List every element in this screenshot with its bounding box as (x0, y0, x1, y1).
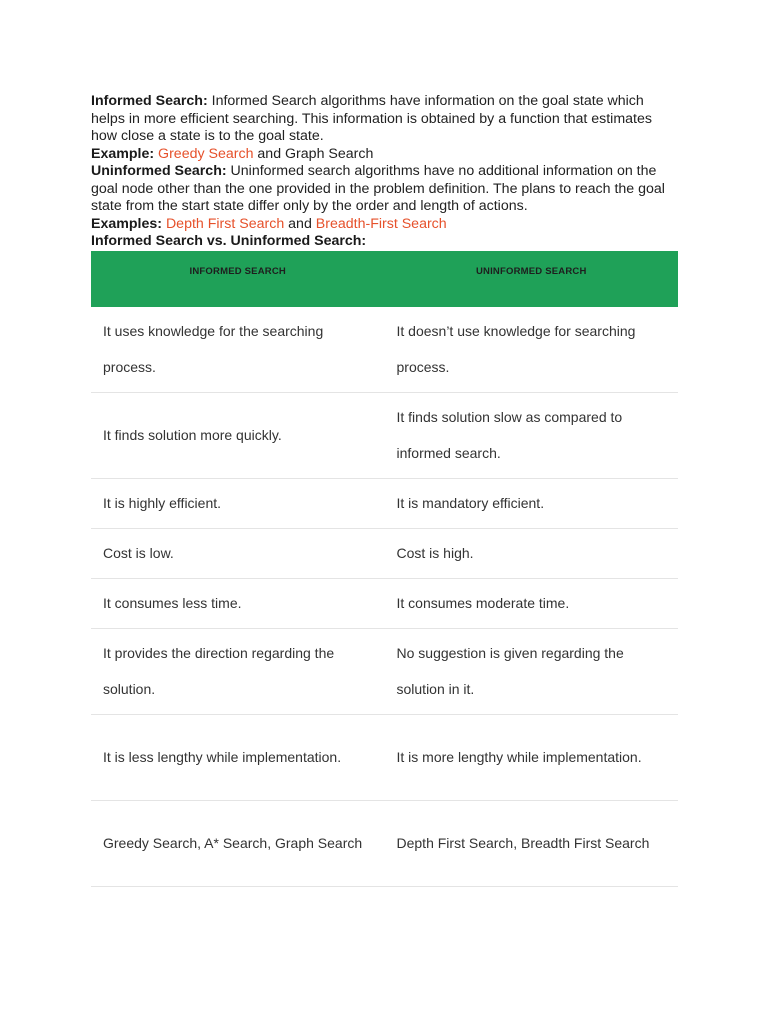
greedy-search-link[interactable]: Greedy Search (158, 145, 254, 162)
table-cell-informed: It is highly efficient. (91, 478, 385, 528)
uninformed-search-paragraph (91, 163, 679, 216)
table-cell-uninformed: It doesn’t use knowledge for searching process. (385, 307, 679, 393)
table-cell-uninformed: It is mandatory efficient. (385, 478, 679, 528)
informed-search-paragraph (91, 93, 679, 146)
example-line (91, 146, 679, 164)
example-label: Example: (91, 145, 155, 162)
comparison-heading: Informed Search vs. Uninformed Search: (91, 233, 367, 249)
table-row (91, 307, 678, 393)
breadth-first-search-link[interactable]: Breadth-First Search (315, 215, 447, 232)
table-cell-uninformed: Depth First Search, Breadth First Search (385, 800, 679, 886)
examples-line (91, 216, 679, 234)
table-row (91, 628, 678, 714)
table-row (91, 478, 678, 528)
informed-search-text: Informed Search algorithms have information on the goal state which helps in more efficient searching. This information is obtained by a function that estimates how close a state is to the goal state. (91, 93, 652, 144)
table-cell-informed: It consumes less time. (91, 578, 385, 628)
examples-text: and (284, 215, 316, 232)
table-cell-informed: It provides the direction regarding the solution. (91, 628, 385, 714)
header-informed-search: INFORMED SEARCH (91, 251, 385, 307)
example-text: and Graph Search (253, 145, 374, 162)
table-header-row (91, 251, 678, 307)
table-row (91, 800, 678, 886)
uninformed-search-label: Uninformed Search: (91, 163, 227, 179)
comparison-table (91, 251, 678, 887)
examples-label: Examples: (91, 215, 162, 232)
table-cell-informed: It is less lengthy while implementation. (91, 714, 385, 800)
document-page (91, 93, 679, 887)
table-cell-informed: It finds solution more quickly. (91, 392, 385, 478)
table-row (91, 578, 678, 628)
table-cell-uninformed: It consumes moderate time. (385, 578, 679, 628)
table-cell-uninformed: No suggestion is given regarding the solution in it. (385, 628, 679, 714)
uninformed-search-text: Uninformed search algorithms have no additional information on the goal node other than the one provided in the problem definition. The plans to reach the goal state from the start state differ only by the order and length of actions. (91, 163, 665, 214)
table-cell-uninformed: It finds solution slow as compared to informed search. (385, 392, 679, 478)
table-cell-informed: Cost is low. (91, 528, 385, 578)
depth-first-search-link[interactable]: Depth First Search (165, 215, 285, 232)
informed-search-label: Informed Search: (91, 93, 208, 109)
table-cell-informed: It uses knowledge for the searching process. (91, 307, 385, 393)
table-cell-uninformed: It is more lengthy while implementation. (385, 714, 679, 800)
table-row (91, 528, 678, 578)
header-uninformed-search: UNINFORMED SEARCH (385, 251, 679, 307)
table-row (91, 714, 678, 800)
table-row (91, 392, 678, 478)
table-cell-uninformed: Cost is high. (385, 528, 679, 578)
table-cell-informed: Greedy Search, A* Search, Graph Search (91, 800, 385, 886)
